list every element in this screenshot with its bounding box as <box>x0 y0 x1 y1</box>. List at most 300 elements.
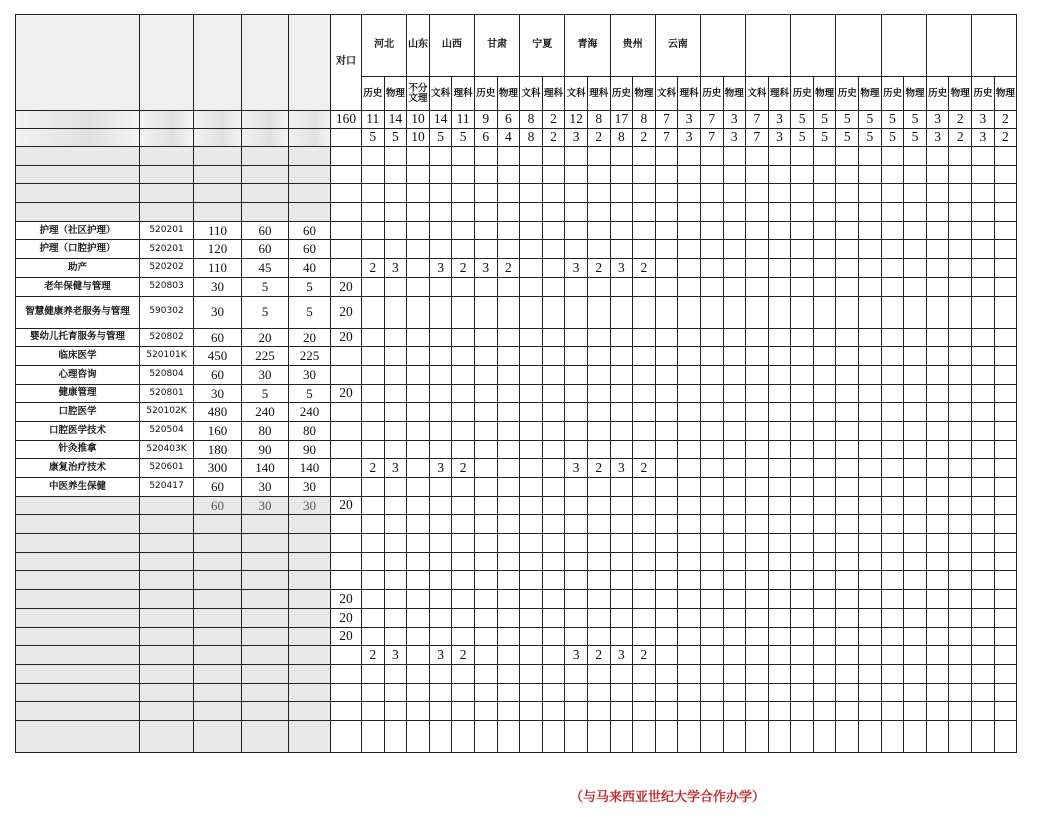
total-label-cell <box>194 129 242 147</box>
province-quota <box>407 277 430 296</box>
province-quota <box>587 608 610 627</box>
total-label-cell <box>140 129 194 147</box>
province-quota <box>565 221 588 240</box>
duikou-value <box>331 221 362 240</box>
province-quota <box>520 720 543 752</box>
subject-header: 物理 <box>384 77 407 111</box>
province-quota <box>768 664 791 683</box>
total-value: 8 <box>520 129 543 147</box>
province-quota <box>972 440 995 459</box>
province-quota <box>881 328 904 347</box>
province-quota <box>791 515 814 534</box>
province-quota <box>407 608 430 627</box>
province-quota <box>655 328 678 347</box>
province-quota <box>587 365 610 384</box>
province-quota <box>859 347 882 366</box>
province-quota <box>723 240 746 259</box>
province-quota <box>452 384 475 403</box>
province-quota <box>723 720 746 752</box>
province-quota <box>791 403 814 422</box>
total-value: 9 <box>474 111 497 129</box>
province-quota <box>791 440 814 459</box>
plan-col-2: 30 <box>289 496 331 515</box>
province-quota <box>746 384 769 403</box>
province-quota <box>565 277 588 296</box>
province-quota <box>746 240 769 259</box>
duikou-value <box>331 184 362 203</box>
province-quota <box>746 421 769 440</box>
province-quota <box>972 203 995 222</box>
province-quota <box>497 683 520 702</box>
province-quota <box>972 496 995 515</box>
plan-col-2: 240 <box>289 403 331 422</box>
province-quota <box>746 646 769 665</box>
province-quota <box>768 720 791 752</box>
province-quota <box>904 165 927 184</box>
plan-total <box>194 515 242 534</box>
province-quota <box>655 534 678 553</box>
province-quota <box>791 328 814 347</box>
subject-header: 理科 <box>587 77 610 111</box>
subject-header: 物理 <box>633 77 656 111</box>
province-quota <box>836 221 859 240</box>
province-quota <box>881 459 904 478</box>
province-quota <box>520 147 543 166</box>
province-quota <box>429 571 452 590</box>
province-quota <box>926 664 949 683</box>
province-quota <box>362 203 385 222</box>
province-quota <box>859 683 882 702</box>
province-quota <box>452 403 475 422</box>
province-quota <box>972 720 995 752</box>
province-quota <box>700 608 723 627</box>
province-quota <box>520 646 543 665</box>
province-quota <box>565 664 588 683</box>
province-quota <box>813 478 836 497</box>
province-quota <box>881 296 904 328</box>
total-value: 6 <box>497 111 520 129</box>
province-quota <box>474 184 497 203</box>
province-quota <box>791 571 814 590</box>
province-quota <box>474 347 497 366</box>
total-label-cell <box>16 129 140 147</box>
province-quota <box>949 384 972 403</box>
province-quota <box>768 384 791 403</box>
plan-total: 60 <box>194 478 242 497</box>
province-quota <box>429 147 452 166</box>
province-quota <box>407 240 430 259</box>
province-quota <box>904 459 927 478</box>
province-quota <box>994 608 1017 627</box>
province-quota <box>904 203 927 222</box>
province-quota <box>949 365 972 384</box>
province-quota <box>610 365 633 384</box>
province-quota <box>497 646 520 665</box>
plan-col-1: 20 <box>242 328 289 347</box>
plan-total: 60 <box>194 365 242 384</box>
province-quota <box>768 646 791 665</box>
province-quota <box>565 478 588 497</box>
province-quota <box>587 720 610 752</box>
province-quota <box>994 496 1017 515</box>
province-quota <box>655 552 678 571</box>
province-quota <box>904 328 927 347</box>
plan-col-2 <box>289 203 331 222</box>
plan-col-1 <box>242 720 289 752</box>
plan-total: 480 <box>194 403 242 422</box>
province-quota <box>407 296 430 328</box>
province-quota <box>972 478 995 497</box>
table-row <box>16 571 1017 590</box>
province-header <box>791 15 836 77</box>
province-quota <box>949 347 972 366</box>
province-quota <box>678 459 701 478</box>
duikou-value <box>331 478 362 497</box>
major-name: 老年保健与管理 <box>16 277 140 296</box>
table-row <box>16 277 1017 296</box>
province-quota <box>994 590 1017 609</box>
province-quota <box>429 702 452 721</box>
major-name <box>16 184 140 203</box>
province-quota <box>904 702 927 721</box>
province-quota <box>904 515 927 534</box>
province-quota <box>723 608 746 627</box>
plan-col-2 <box>289 165 331 184</box>
table-row <box>16 459 1017 478</box>
header-c2 <box>289 15 331 111</box>
province-quota <box>407 683 430 702</box>
province-quota <box>949 221 972 240</box>
province-quota: 3 <box>429 259 452 278</box>
province-quota <box>881 347 904 366</box>
province-quota <box>633 403 656 422</box>
province-quota <box>700 459 723 478</box>
province-quota <box>474 365 497 384</box>
province-quota <box>926 421 949 440</box>
plan-col-1: 80 <box>242 421 289 440</box>
province-quota <box>474 496 497 515</box>
province-quota <box>542 184 565 203</box>
province-quota <box>723 184 746 203</box>
plan-col-1: 30 <box>242 365 289 384</box>
province-quota <box>384 552 407 571</box>
major-code <box>140 627 194 646</box>
province-quota <box>904 571 927 590</box>
province-quota: 2 <box>452 646 475 665</box>
subject-header: 历史 <box>362 77 385 111</box>
province-quota <box>633 421 656 440</box>
major-name: 健康管理 <box>16 384 140 403</box>
province-quota <box>497 627 520 646</box>
province-quota <box>384 221 407 240</box>
province-quota <box>859 421 882 440</box>
table-row <box>16 347 1017 366</box>
province-quota <box>474 552 497 571</box>
province-quota <box>859 496 882 515</box>
total-value: 8 <box>610 129 633 147</box>
plan-total: 30 <box>194 384 242 403</box>
subject-header: 文科 <box>655 77 678 111</box>
province-quota <box>836 384 859 403</box>
province-quota <box>452 515 475 534</box>
duikou-value <box>331 165 362 184</box>
province-quota <box>768 590 791 609</box>
duikou-value: 20 <box>331 384 362 403</box>
plan-col-2: 30 <box>289 365 331 384</box>
province-quota <box>429 365 452 384</box>
province-quota <box>791 702 814 721</box>
total-value: 3 <box>768 111 791 129</box>
province-quota <box>746 702 769 721</box>
province-quota <box>791 496 814 515</box>
province-quota <box>836 296 859 328</box>
province-quota <box>881 384 904 403</box>
province-quota <box>859 277 882 296</box>
province-quota <box>565 702 588 721</box>
province-quota <box>542 403 565 422</box>
province-quota <box>587 277 610 296</box>
province-quota: 2 <box>452 459 475 478</box>
province-quota <box>768 277 791 296</box>
province-quota <box>791 534 814 553</box>
province-quota <box>859 515 882 534</box>
province-quota <box>452 203 475 222</box>
province-quota <box>587 496 610 515</box>
province-quota <box>678 221 701 240</box>
province-header <box>746 15 791 77</box>
province-quota <box>542 515 565 534</box>
province-quota <box>859 221 882 240</box>
duikou-value: 20 <box>331 608 362 627</box>
province-quota: 3 <box>610 646 633 665</box>
plan-total <box>194 683 242 702</box>
province-header <box>881 15 926 77</box>
province-quota <box>881 552 904 571</box>
province-quota <box>497 571 520 590</box>
province-quota <box>362 571 385 590</box>
province-quota <box>542 683 565 702</box>
province-quota <box>994 147 1017 166</box>
total-value: 7 <box>655 129 678 147</box>
province-quota <box>678 608 701 627</box>
subject-header: 物理 <box>497 77 520 111</box>
province-quota <box>723 590 746 609</box>
province-quota: 3 <box>565 646 588 665</box>
province-quota <box>836 203 859 222</box>
province-quota <box>407 440 430 459</box>
province-quota <box>678 147 701 166</box>
province-quota <box>791 646 814 665</box>
province-quota <box>633 627 656 646</box>
province-quota: 3 <box>565 459 588 478</box>
province-quota <box>497 240 520 259</box>
total-value: 2 <box>994 111 1017 129</box>
province-quota <box>520 571 543 590</box>
province-quota <box>791 184 814 203</box>
major-name: 针灸推拿 <box>16 440 140 459</box>
province-quota <box>565 296 588 328</box>
table-row <box>16 496 1017 515</box>
table-row <box>16 328 1017 347</box>
province-quota <box>655 571 678 590</box>
major-name: 临床医学 <box>16 347 140 366</box>
major-code <box>140 515 194 534</box>
total-value: 3 <box>723 129 746 147</box>
province-quota <box>384 384 407 403</box>
province-quota <box>813 627 836 646</box>
table-row <box>16 203 1017 222</box>
plan-col-2: 5 <box>289 277 331 296</box>
province-quota <box>949 240 972 259</box>
major-code: 520801 <box>140 384 194 403</box>
province-quota <box>926 720 949 752</box>
province-quota <box>904 440 927 459</box>
province-quota <box>542 496 565 515</box>
province-quota <box>384 421 407 440</box>
plan-col-2: 30 <box>289 478 331 497</box>
major-code <box>140 683 194 702</box>
province-quota <box>723 459 746 478</box>
province-quota <box>746 496 769 515</box>
province-quota <box>881 683 904 702</box>
province-quota <box>904 590 927 609</box>
major-name: 护理（口腔护理） <box>16 240 140 259</box>
province-quota <box>700 277 723 296</box>
province-quota <box>429 440 452 459</box>
subject-header: 物理 <box>904 77 927 111</box>
province-quota <box>768 403 791 422</box>
province-quota <box>655 459 678 478</box>
province-quota <box>474 221 497 240</box>
province-quota <box>362 147 385 166</box>
province-quota <box>972 552 995 571</box>
table-row <box>16 440 1017 459</box>
table-row <box>16 627 1017 646</box>
major-name <box>16 683 140 702</box>
province-quota <box>587 534 610 553</box>
province-quota <box>881 365 904 384</box>
subject-header: 物理 <box>859 77 882 111</box>
province-quota <box>678 571 701 590</box>
province-quota <box>836 277 859 296</box>
major-code <box>140 203 194 222</box>
province-quota <box>791 296 814 328</box>
province-quota <box>904 683 927 702</box>
major-code <box>140 590 194 609</box>
plan-total <box>194 702 242 721</box>
plan-col-2 <box>289 627 331 646</box>
province-quota <box>610 664 633 683</box>
table-row <box>16 221 1017 240</box>
total-value: 3 <box>678 129 701 147</box>
province-quota <box>768 440 791 459</box>
province-quota <box>926 277 949 296</box>
province-quota <box>700 296 723 328</box>
total-label-cell <box>289 111 331 129</box>
province-quota <box>723 165 746 184</box>
province-quota <box>587 664 610 683</box>
province-quota <box>949 478 972 497</box>
province-quota <box>565 571 588 590</box>
province-quota <box>497 515 520 534</box>
province-quota <box>904 552 927 571</box>
plan-total: 110 <box>194 221 242 240</box>
major-name: 康复治疗技术 <box>16 459 140 478</box>
province-quota <box>994 296 1017 328</box>
province-quota: 3 <box>474 259 497 278</box>
province-quota <box>859 240 882 259</box>
province-quota <box>520 421 543 440</box>
province-quota <box>813 683 836 702</box>
province-quota <box>904 347 927 366</box>
total-value: 14 <box>429 111 452 129</box>
province-quota <box>926 571 949 590</box>
province-quota <box>904 664 927 683</box>
province-quota <box>768 240 791 259</box>
plan-total <box>194 608 242 627</box>
province-quota <box>520 552 543 571</box>
province-quota <box>723 515 746 534</box>
province-quota <box>768 221 791 240</box>
province-quota <box>497 534 520 553</box>
table-row <box>16 259 1017 278</box>
duikou-value <box>331 259 362 278</box>
province-quota <box>565 203 588 222</box>
province-header: 宁夏 <box>520 15 565 77</box>
province-quota <box>972 328 995 347</box>
province-quota <box>836 515 859 534</box>
province-quota <box>407 203 430 222</box>
province-quota <box>452 347 475 366</box>
major-code <box>140 646 194 665</box>
province-quota <box>904 384 927 403</box>
province-quota <box>362 683 385 702</box>
province-quota <box>520 277 543 296</box>
province-quota <box>429 552 452 571</box>
province-quota <box>407 552 430 571</box>
major-code: 520202 <box>140 259 194 278</box>
plan-col-1 <box>242 646 289 665</box>
province-quota <box>723 347 746 366</box>
province-quota <box>859 646 882 665</box>
duikou-value: 20 <box>331 590 362 609</box>
province-quota <box>926 240 949 259</box>
province-quota <box>926 683 949 702</box>
total-value: 3 <box>678 111 701 129</box>
plan-col-1 <box>242 627 289 646</box>
province-quota <box>407 478 430 497</box>
province-quota <box>791 459 814 478</box>
province-quota <box>972 365 995 384</box>
province-quota <box>542 720 565 752</box>
province-quota <box>452 702 475 721</box>
plan-col-2: 90 <box>289 440 331 459</box>
province-quota <box>813 646 836 665</box>
province-quota <box>384 664 407 683</box>
province-quota <box>678 296 701 328</box>
total-value: 10 <box>407 111 430 129</box>
province-quota <box>678 720 701 752</box>
province-quota <box>587 165 610 184</box>
province-quota <box>565 683 588 702</box>
province-quota <box>474 440 497 459</box>
province-quota <box>904 365 927 384</box>
province-quota <box>565 552 588 571</box>
plan-total <box>194 571 242 590</box>
province-quota <box>700 590 723 609</box>
province-quota <box>746 203 769 222</box>
province-quota <box>429 627 452 646</box>
